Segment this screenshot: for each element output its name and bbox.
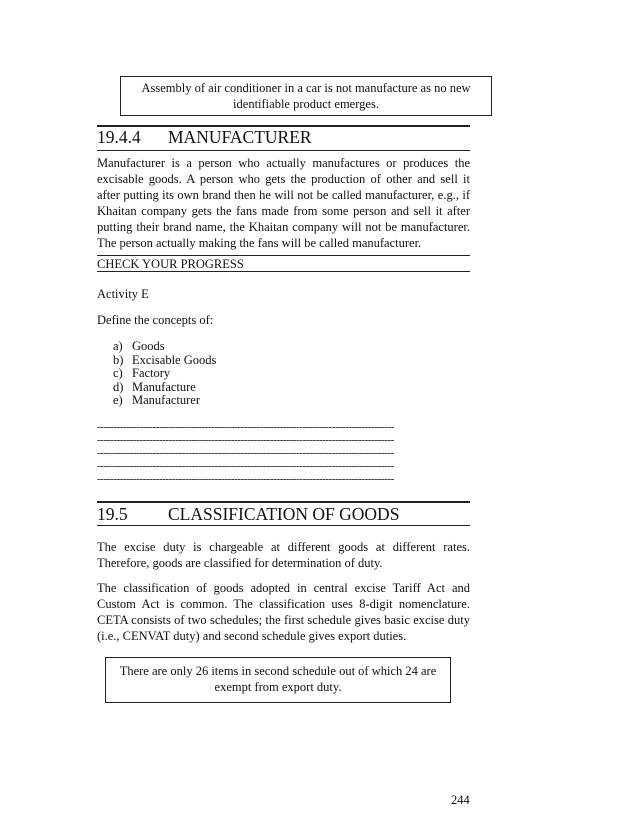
list-item: c) Factory [113, 366, 171, 380]
section-number: 19.4.4 [97, 127, 141, 147]
answer-line: ------------------------------------------------------------------------------------------- [97, 473, 394, 485]
manufacturer-paragraph: Manufacturer is a person who actually manufactures or produces the excisable goods. A person who gets the production of other and sell it after putting its own brand then he will not be called manufacturer, e.g., if Khaitan company gets the fans made from some person and sell it after putting their brand name, the Khaitan company will not be manufacturer. The person actually making the fans will be called manufacturer. [97, 156, 470, 250]
note-box-line: There are only 26 items in second schedule out of which 24 are [119, 664, 437, 678]
note-box-air-conditioner [120, 76, 492, 116]
note-box-line: identifiable product emerges. [233, 97, 379, 111]
list-item: b) Excisable Goods [113, 352, 217, 367]
answer-line: ------------------------------------------------------------------------------------------- [97, 460, 394, 472]
heading-top-rule [97, 501, 470, 503]
note-box-line: Assembly of air conditioner in a car is not manufacture as no new [141, 81, 471, 95]
list-item: a) Goods [113, 339, 165, 353]
section-title: MANUFACTURER [168, 127, 312, 147]
answer-line: ------------------------------------------------------------------------------------------- [97, 421, 394, 433]
classification-paragraph-2: The classification of goods adopted in central excise Tariff Act and Custom Act is common. The classification uses 8-digit nomenclature. CETA consists of two schedules; the first schedule gives basic excise duty (i.e., CENVAT duty) and second schedule gives export duties. [97, 581, 470, 643]
section-number: 19.5 [97, 504, 128, 524]
answer-line: ------------------------------------------------------------------------------------------- [97, 434, 394, 446]
section-heading-manufacturer [97, 127, 312, 148]
heading-bottom-rule [97, 150, 470, 151]
section-heading-classification [97, 504, 400, 525]
define-prompt: Define the concepts of: [97, 313, 214, 327]
note-box-export-items [105, 657, 451, 703]
progress-top-rule [97, 255, 470, 256]
activity-label: Activity E [97, 287, 149, 301]
answer-line: ------------------------------------------------------------------------------------------- [97, 447, 394, 459]
progress-bottom-rule [97, 271, 470, 272]
check-progress-label: CHECK YOUR PROGRESS [97, 257, 244, 271]
concepts-list [113, 340, 216, 408]
section-title: CLASSIFICATION OF GOODS [168, 504, 400, 524]
note-box-line: exempt from export duty. [214, 680, 342, 694]
heading-bottom-rule [97, 525, 470, 526]
list-item: e) Manufacturer [113, 393, 201, 407]
classification-paragraph-1: The excise duty is chargeable at different goods at different rates. Therefore, goods are classified for determination of duty. [97, 540, 470, 570]
list-item: d) Manufacture [113, 379, 196, 394]
page-number: 244 [451, 793, 470, 807]
